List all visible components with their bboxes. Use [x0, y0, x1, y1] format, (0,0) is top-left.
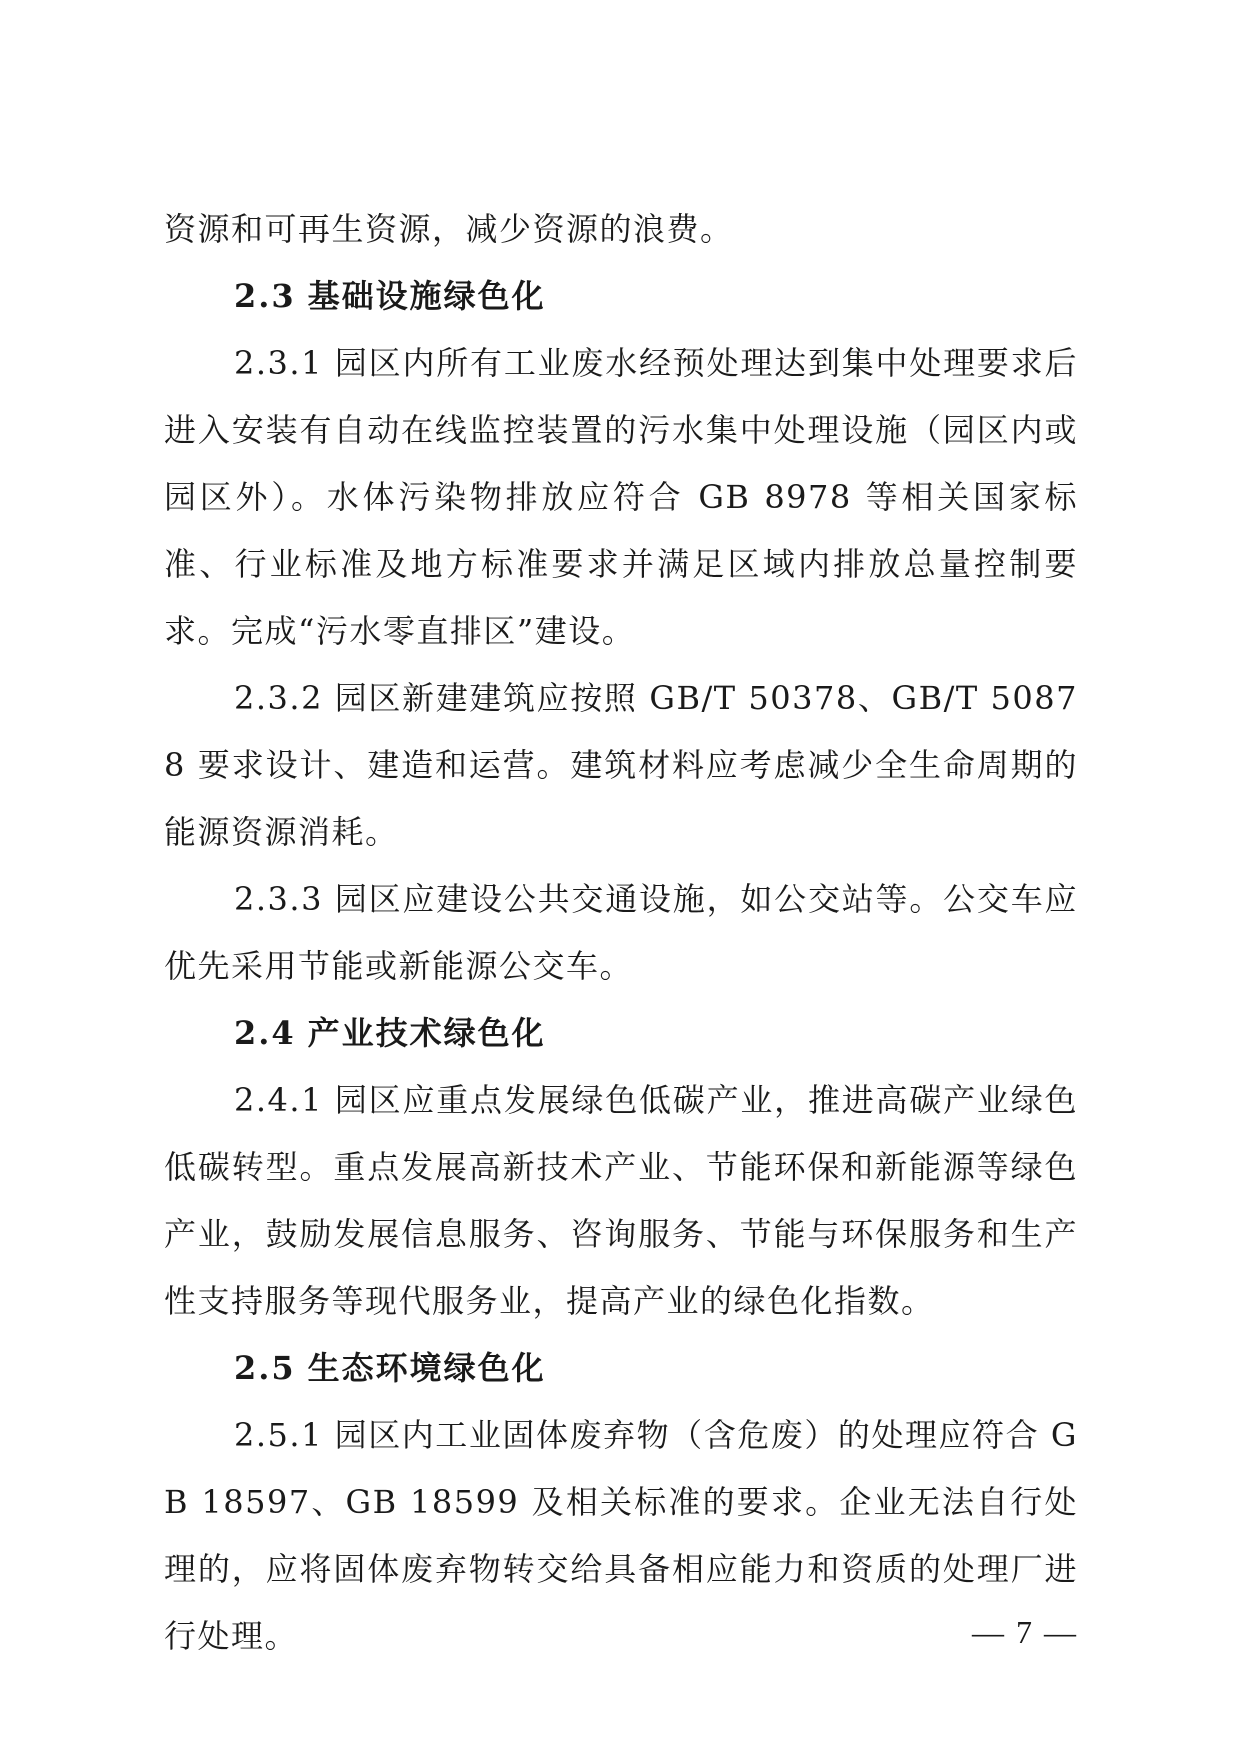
paragraph-2-5-1: 2.5.1 园区内工业固体废弃物（含危废）的处理应符合 GB 18597、GB 18599 及相关标准的要求。企业无法自行处理的，应将固体废弃物转交给具备相应能力和资质的处理厂进行处理。 [164, 1416, 1078, 1655]
document-body [164, 196, 1078, 1670]
paragraph-continuation: 资源和可再生资源，减少资源的浪费。 [164, 210, 734, 248]
section-heading-2-4 [164, 1000, 1078, 1067]
section-heading-2-3 [164, 263, 1078, 330]
section-number: 2.4 [234, 1014, 296, 1052]
paragraph-2-3-1: 2.3.1 园区内所有工业废水经预处理达到集中处理要求后进入安装有自动在线监控装置的污水集中处理设施（园区内或园区外）。水体污染物排放应符合 GB 8978 等相关国家标准、行业标准及地方标准要求并满足区域内排放总量控制要求。完成“污水零直排区”建设。 [164, 344, 1078, 650]
section-title: 生态环境绿色化 [307, 1349, 546, 1387]
paragraph-2-3-3: 2.3.3 园区应建设公共交通设施，如公交站等。公交车应优先采用节能或新能源公交车。 [164, 880, 1078, 985]
section-title: 基础设施绿色化 [307, 277, 546, 315]
section-number: 2.5 [234, 1349, 296, 1387]
page-number: — 7 — [972, 1614, 1078, 1650]
section-heading-2-5 [164, 1335, 1078, 1402]
paragraph-2-3-2: 2.3.2 园区新建建筑应按照 GB/T 50378、GB/T 50878 要求设计、建造和运营。建筑材料应考虑减少全生命周期的能源资源消耗。 [164, 679, 1078, 851]
paragraph-2-4-1: 2.4.1 园区应重点发展绿色低碳产业，推进高碳产业绿色低碳转型。重点发展高新技术产业、节能环保和新能源等绿色产业，鼓励发展信息服务、咨询服务、节能与环保服务和生产性支持服务等现代服务业，提高产业的绿色化指数。 [164, 1081, 1078, 1320]
section-number: 2.3 [234, 277, 296, 315]
section-title: 产业技术绿色化 [307, 1014, 546, 1052]
